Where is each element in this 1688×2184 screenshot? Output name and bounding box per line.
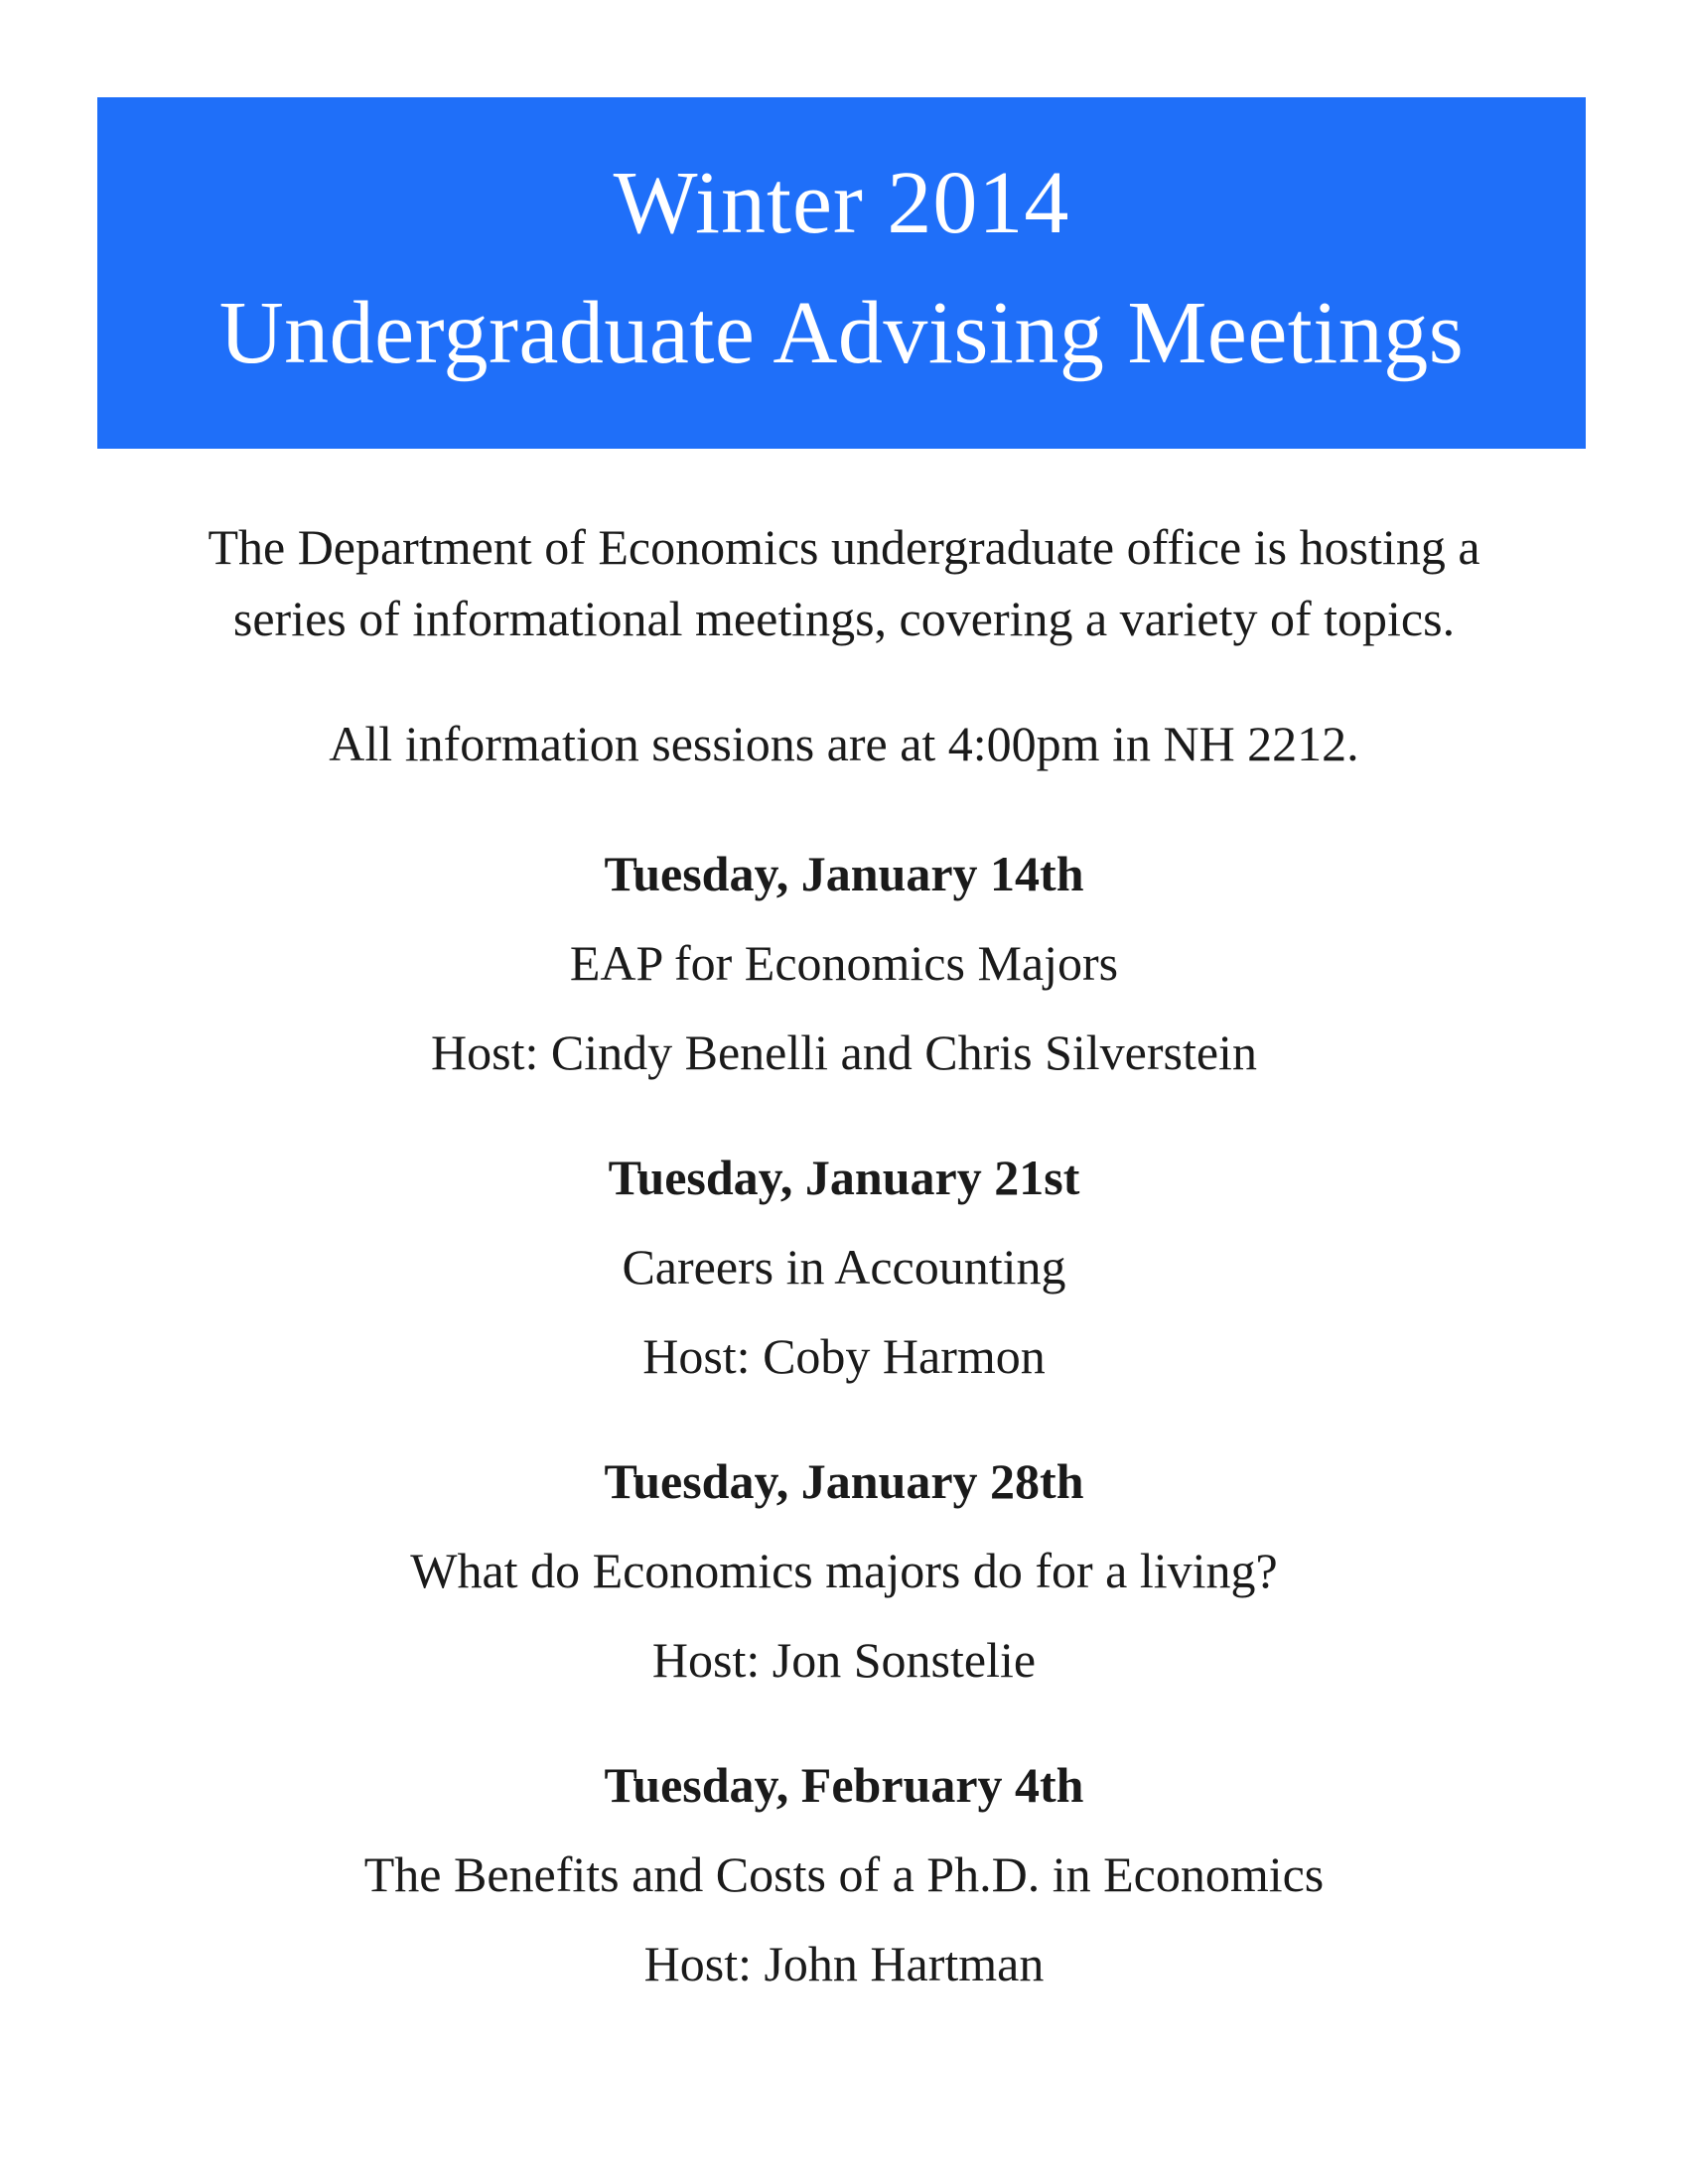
session-host: Host: Coby Harmon: [642, 1328, 1046, 1384]
intro-line-1: The Department of Economics undergraduate office is hosting a: [208, 519, 1480, 575]
session-topic: The Benefits and Costs of a Ph.D. in Economics: [363, 1846, 1325, 1902]
location-note: All information sessions are at 4:00pm in NH 2212.: [329, 716, 1359, 771]
session-host: Host: Jon Sonstelie: [651, 1632, 1037, 1688]
session-1: [0, 844, 1688, 1082]
intro-line-2: series of informational meetings, covering a variety of topics.: [232, 591, 1456, 646]
session-date: Tuesday, January 14th: [604, 846, 1084, 901]
banner-title-term: Winter 2014: [613, 154, 1070, 252]
banner-title-main: Undergraduate Advising Meetings: [218, 284, 1465, 382]
session-3: [0, 1451, 1688, 1690]
session-date: Tuesday, February 4th: [604, 1757, 1084, 1813]
title-banner: [97, 97, 1586, 449]
session-host: Host: John Hartman: [643, 1936, 1045, 1991]
intro-paragraph: [60, 511, 1628, 654]
session-2: [0, 1148, 1688, 1386]
session-4: [0, 1755, 1688, 1993]
session-date: Tuesday, January 28th: [604, 1453, 1084, 1509]
session-topic: What do Economics majors do for a living?: [410, 1543, 1278, 1598]
session-topic: EAP for Economics Majors: [569, 935, 1119, 991]
session-host: Host: Cindy Benelli and Chris Silverstein: [431, 1024, 1257, 1080]
session-topic: Careers in Accounting: [622, 1239, 1066, 1295]
session-date: Tuesday, January 21st: [608, 1150, 1080, 1205]
